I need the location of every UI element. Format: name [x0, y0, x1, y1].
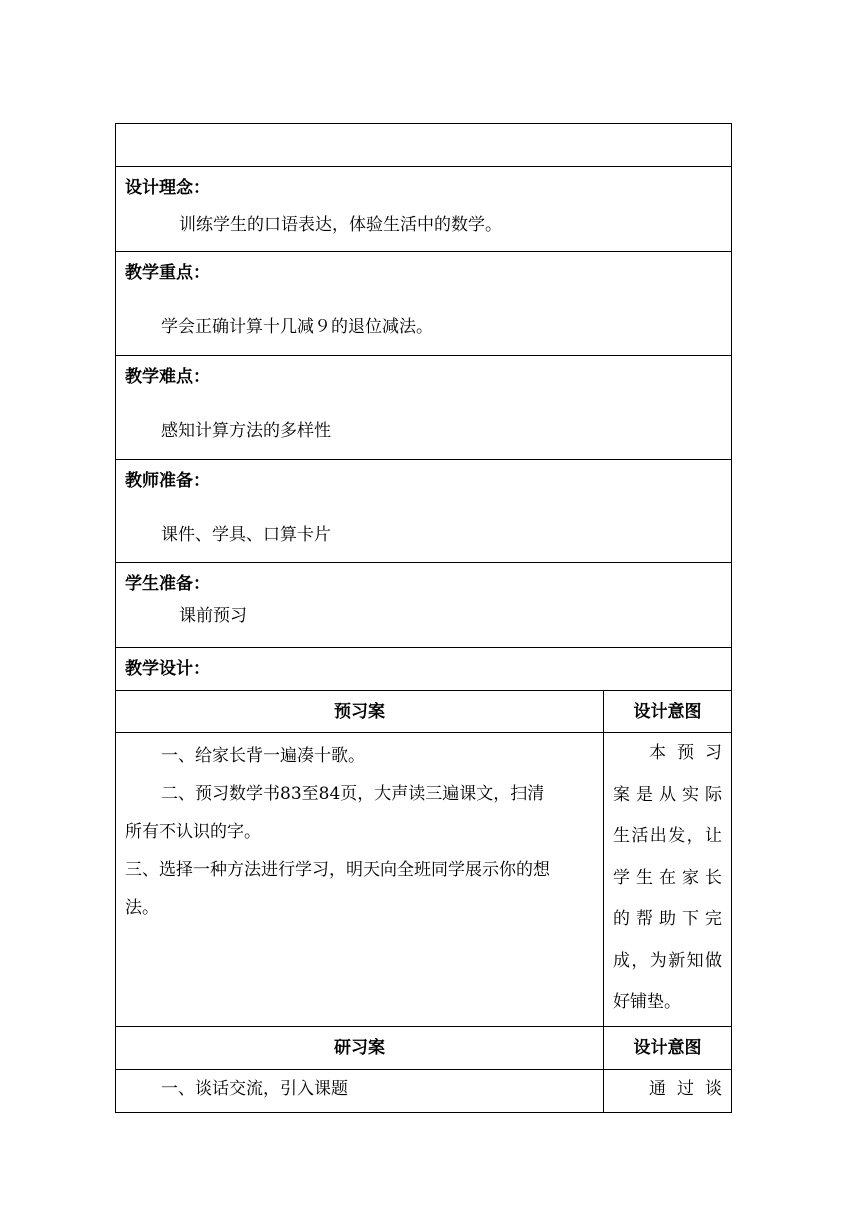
design-concept-row — [116, 167, 732, 252]
teacher-prep-cell — [116, 460, 732, 563]
preview-intent-line: 案是从实际 — [613, 784, 722, 805]
teacher-prep-heading: 教师准备： — [125, 471, 210, 491]
design-concept-text: 训练学生的口语表达，体验生活中的数学。 — [179, 215, 502, 235]
preview-item: 三、选择一种方法进行学习，明天向全班同学展示你的想 — [125, 860, 550, 880]
preview-content-row — [116, 733, 732, 1027]
difficulties-row — [116, 356, 732, 460]
study-content-row — [116, 1070, 732, 1113]
preview-item: 法。 — [125, 898, 159, 918]
preview-intent-header: 设计意图 — [604, 691, 732, 733]
preview-content-cell — [116, 733, 604, 1027]
key-points-heading: 教学重点： — [125, 263, 210, 283]
student-prep-heading: 学生准备： — [125, 574, 210, 594]
preview-intent-cell — [604, 733, 732, 1027]
design-concept-cell — [116, 167, 732, 252]
key-points-text: 学会正确计算十几减９的退位减法。 — [161, 317, 433, 337]
preview-intent-line: 好铺垫。 — [613, 992, 681, 1012]
design-concept-heading: 设计理念： — [125, 178, 210, 198]
teaching-design-row — [116, 648, 732, 691]
student-prep-row — [116, 563, 732, 648]
preview-intent-line: 成，为新知做 — [613, 950, 722, 971]
preview-item: 二、预习数学书83至84页，大声读三遍课文，扫清 — [161, 784, 545, 804]
key-points-cell — [116, 252, 732, 356]
blank-title-row — [116, 124, 732, 167]
preview-intent-line: 生活出发，让 — [613, 826, 722, 846]
teacher-prep-row — [116, 460, 732, 563]
study-header-row — [116, 1027, 732, 1070]
student-prep-cell — [116, 563, 732, 648]
study-intent-cell — [604, 1070, 732, 1113]
study-content-cell — [116, 1070, 604, 1113]
blank-title-cell — [116, 124, 732, 167]
difficulties-cell — [116, 356, 732, 460]
study-intent-header: 设计意图 — [604, 1027, 732, 1070]
lesson-plan-document — [115, 123, 731, 1113]
student-prep-text: 课前预习 — [179, 606, 247, 626]
preview-item: 一、给家长背一遍凑十歌。 — [161, 746, 365, 766]
difficulties-heading: 教学难点： — [125, 367, 210, 387]
preview-intent-line: 的帮助下完 — [613, 909, 722, 929]
difficulties-text: 感知计算方法的多样性 — [161, 421, 331, 441]
preview-intent-line: 学生在家长 — [613, 867, 722, 888]
lesson-plan-table — [115, 123, 732, 1113]
preview-item: 所有不认识的字。 — [125, 822, 261, 842]
teaching-design-heading: 教学设计： — [125, 659, 210, 679]
preview-intent-line: 本预习 — [649, 743, 722, 763]
study-column-header: 研习案 — [116, 1027, 604, 1070]
study-intent-line: 通过谈 — [649, 1079, 722, 1099]
study-item: 一、谈话交流，引入课题 — [161, 1079, 348, 1099]
preview-header-row — [116, 691, 732, 733]
key-points-row — [116, 252, 732, 356]
teacher-prep-text: 课件、学具、口算卡片 — [161, 525, 331, 545]
teaching-design-cell — [116, 648, 732, 691]
preview-column-header: 预习案 — [116, 691, 604, 733]
